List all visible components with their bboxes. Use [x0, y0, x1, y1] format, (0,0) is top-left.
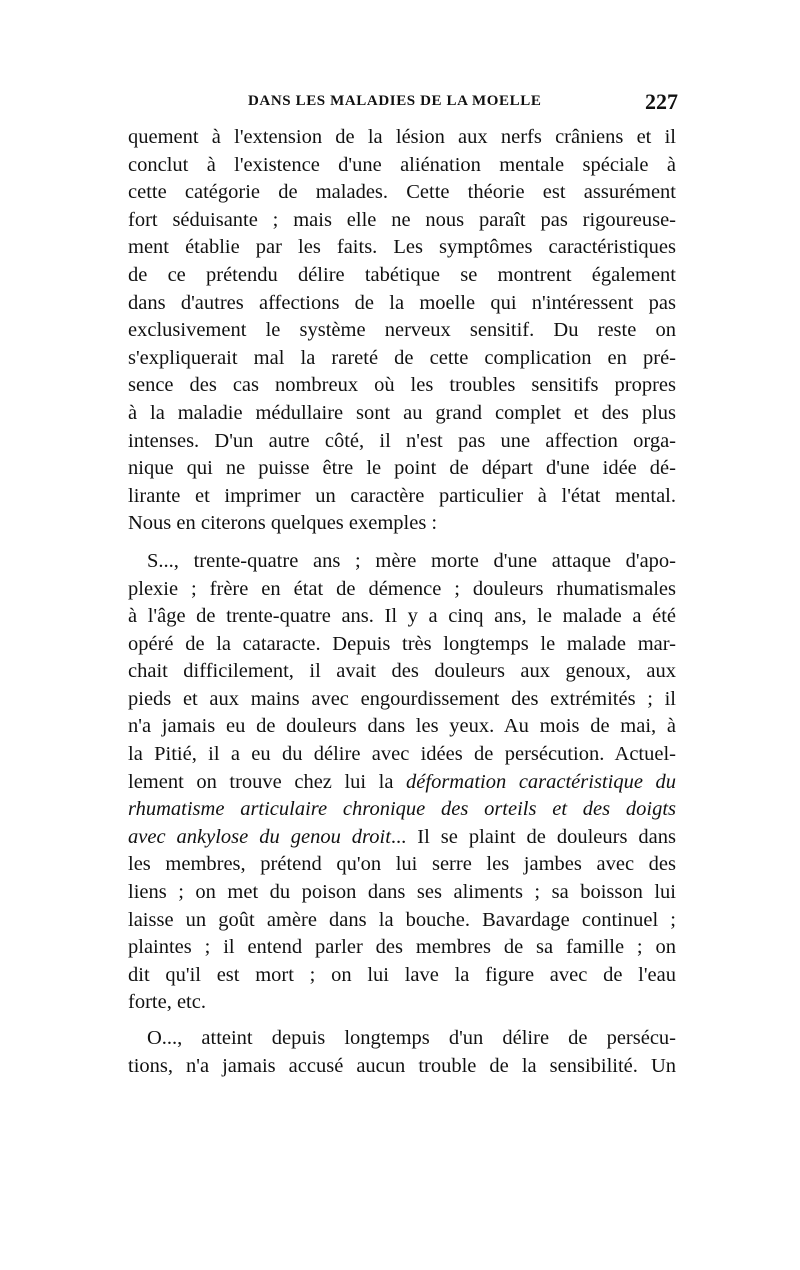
text-line: exclusivement le système nerveux sensitif. Du reste on — [128, 319, 676, 342]
text-line: laisse un goût amère dans la bouche. Bavardage continuel ; — [128, 908, 676, 931]
page-number: 227 — [645, 89, 678, 114]
text-line: forte, etc. — [128, 991, 206, 1014]
text-line: fort séduisante ; mais elle ne nous paraît pas rigoureuse- — [128, 208, 676, 231]
text-line: tions, n'a jamais accusé aucun trouble de la sensibilité. Un — [128, 1054, 676, 1077]
text-line: ment établie par les faits. Les symptômes caractéristiques — [128, 236, 676, 259]
text-line-mixed — [128, 769, 676, 797]
italic-text: déformation caractéristique du — [406, 770, 676, 793]
text-line: de ce prétendu délire tabétique se montrent également — [128, 263, 676, 286]
text-line: pieds et aux mains avec engourdissement des extrémités ; il — [128, 687, 676, 710]
text-line: nique qui ne puisse être le point de départ d'une idée dé- — [128, 457, 676, 480]
text-line: quement à l'extension de la lésion aux nerfs crâniens et il — [128, 126, 676, 148]
text-line: dans d'autres affections de la moelle qui n'intéressent pas — [128, 291, 676, 314]
running-title: DANS LES MALADIES DE LA MOELLE — [248, 93, 542, 109]
text-line-italic — [128, 796, 676, 824]
text-line: opéré de la cataracte. Depuis très longtemps le malade mar- — [128, 632, 676, 655]
text-line: sence des cas nombreux où les troubles sensitifs propres — [128, 374, 676, 397]
text-line: intenses. D'un autre côté, il n'est pas une affection orga- — [128, 429, 676, 452]
text-line: Nous en citerons quelques exemples : — [128, 512, 438, 535]
text-span: ... Il se plaint de douleurs dans — [390, 825, 676, 848]
text-line: à l'âge de trente-quatre ans. Il y a cinq ans, le malade a été — [128, 605, 676, 628]
text-line: les membres, prétend qu'on lui serre les jambes avec des — [128, 853, 676, 876]
text-line: plaintes ; il entend parler des membres de sa famille ; on — [128, 936, 676, 959]
paragraph-gap — [128, 1017, 676, 1025]
text-line: chait difficilement, il avait des douleurs aux genoux, aux — [128, 660, 676, 683]
text-line: conclut à l'existence d'une aliénation mentale spéciale à — [128, 153, 676, 176]
text-line: à la maladie médullaire sont au grand complet et des plus — [128, 401, 676, 424]
text-line: plexie ; frère en état de démence ; douleurs rhumatismales — [128, 577, 676, 600]
text-line: s'expliquerait mal la rareté de cette complication en pré- — [128, 346, 676, 369]
text-line: la Pitié, il a eu du délire avec idées de persécution. Actuel- — [128, 743, 676, 766]
text-line-mixed — [128, 824, 676, 852]
paragraph-3 — [128, 1025, 676, 1080]
paragraph-1 — [128, 124, 676, 538]
italic-text: rhumatisme articulaire chronique des orteils et des doigts — [128, 798, 676, 821]
text-line: S..., trente-quatre ans ; mère morte d'une attaque d'apo- — [147, 549, 676, 572]
paragraph-2 — [128, 548, 676, 1017]
text-span: lement on trouve chez lui la — [128, 770, 407, 793]
text-line: liens ; on met du poison dans ses aliments ; sa boisson lui — [128, 881, 676, 904]
text-line: dit qu'il est mort ; on lui lave la figure avec de l'eau — [128, 963, 676, 986]
italic-text: avec ankylose du genou droit — [128, 825, 391, 848]
body-text — [128, 124, 676, 1080]
text-line: O..., atteint depuis longtemps d'un délire de persécu- — [147, 1027, 676, 1049]
paragraph-gap — [128, 538, 676, 548]
running-header — [128, 89, 678, 115]
text-line: cette catégorie de malades. Cette théorie est assurément — [128, 181, 676, 204]
text-line: lirante et imprimer un caractère particulier à l'état mental. — [128, 484, 676, 507]
text-line: n'a jamais eu de douleurs dans les yeux. Au mois de mai, à — [128, 715, 676, 738]
